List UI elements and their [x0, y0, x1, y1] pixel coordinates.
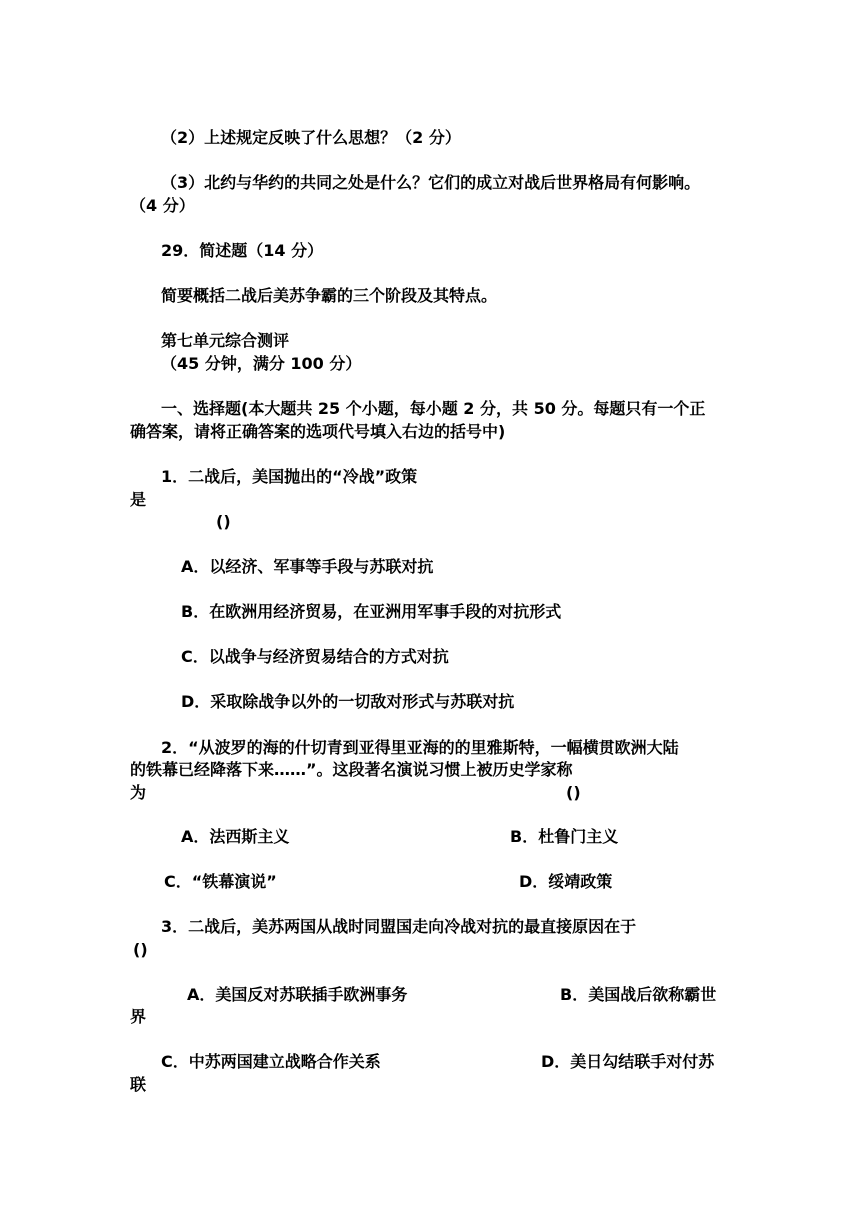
q28-sub3-line2: （4 分）: [130, 196, 195, 215]
q1-option-c: C．以战争与经济贸易结合的方式对抗: [181, 647, 449, 666]
q2-option-c: C．“铁幕演说”: [164, 872, 277, 891]
q1-option-b: B．在欧洲用经济贸易，在亚洲用军事手段的对抗形式: [181, 602, 562, 621]
q2-stem-line3: 为: [130, 783, 147, 802]
q29-heading: 29．简述题（14 分）: [161, 241, 324, 260]
section1-line1: 一、选择题(本大题共 25 个小题，每小题 2 分，共 50 分。每题只有一个正: [161, 399, 706, 418]
q3-option-c: C．中苏两国建立战略合作关系: [161, 1052, 381, 1071]
q1-option-d: D．采取除战争以外的一切敌对形式与苏联对抗: [181, 692, 515, 711]
q28-sub2: （2）上述规定反映了什么思想？（2 分）: [161, 128, 461, 147]
q29-prompt: 简要概括二战后美苏争霸的三个阶段及其特点。: [161, 286, 498, 305]
section1-line2: 确答案，请将正确答案的选项代号填入右边的括号中): [130, 422, 506, 441]
q2-stem-line2: 的铁幕已经降落下来……”。这段著名演说习惯上被历史学家称: [130, 760, 573, 779]
q2-option-a: A．法西斯主义: [181, 827, 290, 846]
q1-stem-line2: 是: [130, 490, 147, 509]
q3-option-a: A．美国反对苏联插手欧洲事务: [187, 985, 408, 1004]
q2-option-b: B．杜鲁门主义: [510, 827, 619, 846]
q3-option-d-wrap: 联: [130, 1075, 147, 1094]
q1-answer-bracket: (): [216, 512, 231, 531]
q2-answer-bracket: (): [566, 783, 581, 802]
q2-stem-line1: 2．“从波罗的海的什切青到亚得里亚海的的里雅斯特，一幅横贯欧洲大陆: [161, 738, 679, 757]
q1-stem-line1: 1．二战后，美国抛出的“冷战”政策: [161, 467, 418, 486]
q3-answer-bracket: (): [133, 940, 148, 959]
q28-sub3-line1: （3）北约与华约的共同之处是什么？它们的成立对战后世界格局有何影响。: [161, 173, 701, 192]
q3-option-b-wrap: 界: [130, 1007, 147, 1026]
q2-option-d: D．绥靖政策: [519, 872, 613, 891]
unit-title: 第七单元综合测评: [161, 331, 290, 350]
q3-option-d: D．美日勾结联手对付苏: [541, 1052, 715, 1071]
q1-option-a: A．以经济、军事等手段与苏联对抗: [181, 557, 434, 576]
unit-subtitle: （45 分钟，满分 100 分）: [161, 354, 362, 373]
q3-stem-line1: 3．二战后，美苏两国从战时同盟国走向冷战对抗的最直接原因在于: [161, 917, 637, 936]
q3-option-b: B．美国战后欲称霸世: [560, 985, 717, 1004]
